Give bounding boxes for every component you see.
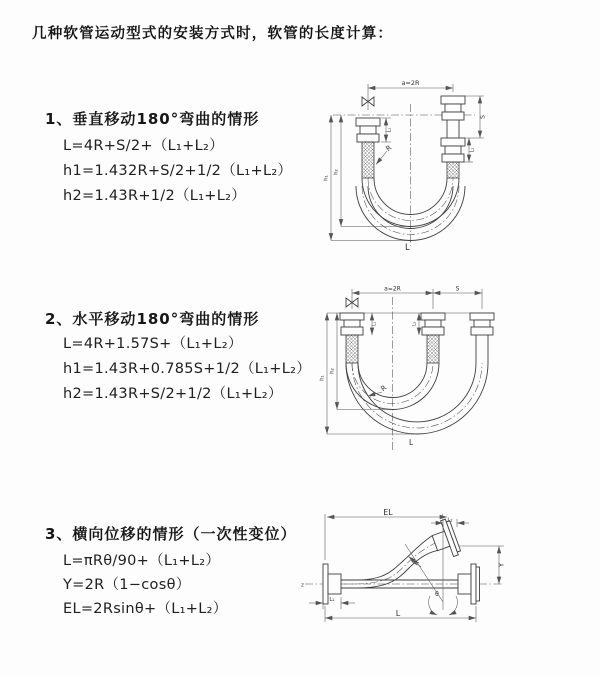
upper-flange — [428, 518, 461, 561]
page-title: 几种软管运动型式的安装方式时，软管的长度计算： — [32, 26, 394, 42]
formula-line: h2=1.43R+S/2+1/2（L₁+L₂） — [63, 386, 283, 402]
label-l2: L₂ — [412, 321, 418, 327]
left-fitting — [356, 118, 380, 142]
right-tube — [476, 335, 488, 363]
section1-heading: 1、垂直移动180°弯曲的情形 — [45, 110, 260, 128]
formula-line: L=4R+1.57S+（L₁+L₂） — [63, 336, 243, 352]
label-h1: h₁ — [319, 375, 326, 381]
right-fitting-upper — [441, 96, 465, 120]
label-theta: θ — [435, 591, 439, 598]
label-l1: L₁ — [386, 127, 393, 133]
formula-line: h1=1.43R+0.785S+1/2（L₁+L₂） — [63, 361, 312, 377]
label-l2: L₂ — [447, 517, 453, 524]
label-s: S — [479, 115, 487, 119]
label-s: S — [455, 285, 460, 293]
dimension-l2 — [464, 138, 476, 162]
section2-formulas — [63, 332, 311, 407]
label-r: R — [379, 383, 389, 394]
label-a2r: a=2R — [384, 285, 401, 293]
radius-leader — [376, 144, 393, 165]
right-braided-hose — [447, 162, 459, 178]
label-l2: L₂ — [469, 147, 476, 153]
label-l: L — [405, 243, 410, 253]
left-braided-hose — [346, 335, 358, 363]
left-fitting — [340, 313, 364, 335]
formula-line: Y=2R（1−cosθ） — [63, 577, 191, 593]
diagram1-svg — [313, 76, 508, 256]
dimension-l2 — [412, 313, 420, 335]
dimension-l1 — [381, 118, 393, 142]
formula-line: h1=1.432R+S/2+1/2（L₁+L₂） — [63, 163, 293, 179]
diagram-vertical-180-bend — [313, 76, 508, 256]
label-l1: L₁ — [329, 597, 335, 603]
formula-line: EL=2Rsinθ+（L₁+L₂） — [63, 601, 228, 617]
dimension-el — [325, 508, 447, 560]
section3-formulas — [63, 549, 228, 621]
dimension-l1 — [372, 313, 378, 335]
label-el: EL — [383, 508, 393, 517]
left-braided-hose — [362, 142, 374, 178]
diagram-horizontal-180-bend — [313, 283, 513, 463]
dimension-s — [465, 96, 487, 138]
label-l: L — [409, 438, 414, 447]
formula-line: L=4R+S/2+（L₁+L₂） — [63, 138, 224, 154]
label-l: L — [395, 609, 401, 618]
diagram3-svg — [297, 506, 600, 646]
label-h2: h₂ — [329, 368, 336, 374]
formula-line: h2=1.43R+1/2（L₁+L₂） — [63, 188, 247, 204]
label-r: R — [411, 558, 421, 568]
middle-braided-hose — [427, 335, 439, 363]
dimension-l1 — [309, 597, 355, 609]
right-tube — [447, 120, 459, 138]
label-y: Y — [497, 562, 506, 568]
label-h1: h₁ — [323, 175, 330, 181]
label-l1: L₁ — [372, 321, 378, 327]
formula-line: L=πRθ/90+（L₁+L₂） — [63, 553, 221, 569]
radius-leader — [409, 557, 422, 568]
label-r: R — [384, 143, 394, 154]
right-flange — [458, 564, 480, 604]
section2-heading: 2、水平移动180°弯曲的情形 — [45, 310, 260, 328]
right-fitting — [470, 313, 494, 335]
right-fitting-lower — [441, 138, 465, 162]
label-h2: h₂ — [333, 169, 340, 175]
section3-heading: 3、横向位移的情形（一次性变位） — [45, 525, 297, 543]
hose-position2-arcs — [346, 363, 488, 434]
dimension-s — [433, 286, 482, 294]
label-z: z — [301, 582, 304, 589]
diagram2-svg — [313, 283, 513, 463]
label-a2r: a=2R — [401, 79, 420, 87]
middle-fitting — [421, 313, 445, 335]
section1-formulas — [63, 134, 292, 209]
dimension-a2r — [352, 286, 482, 310]
dimension-l — [325, 606, 476, 622]
diagram-lateral-displacement — [297, 506, 600, 646]
